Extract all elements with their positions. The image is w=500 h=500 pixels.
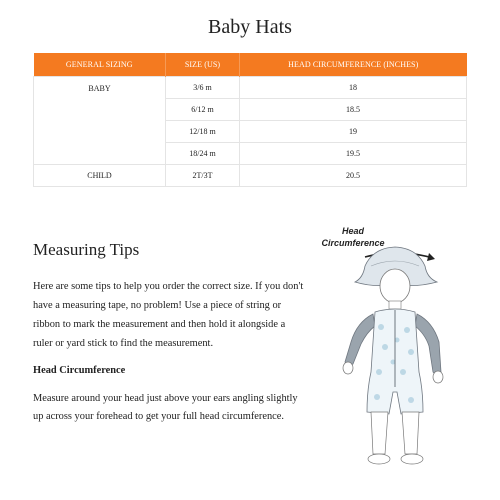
head-circumference-heading: Head Circumference xyxy=(33,365,126,376)
group-label: CHILD xyxy=(34,164,166,186)
circumference-cell: 19 xyxy=(240,120,467,142)
size-cell: 6/12 m xyxy=(166,98,240,120)
table-row xyxy=(34,164,467,186)
head-circumference-text: Measure around your head just above your ears angling slightly up across your forehead to get your full head circumference. xyxy=(33,393,298,422)
size-cell: 12/18 m xyxy=(166,120,240,142)
table-header-row xyxy=(34,53,467,76)
circumference-cell: 18 xyxy=(240,76,467,98)
size-cell: 3/6 m xyxy=(166,76,240,98)
measuring-tips-text: Here are some tips to help you order the correct size. If you don't have a measuring tape, no problem! Use a piece of string or ribbon to mark the measurement and then hold it alongside a ruler or yard stick to find the measurement. xyxy=(33,281,304,349)
head xyxy=(380,269,410,303)
left-sleeve xyxy=(345,314,375,365)
group-label: BABY xyxy=(34,76,166,164)
page-title: Baby Hats xyxy=(208,16,292,38)
table-row xyxy=(34,76,467,98)
circumference-cell: 20.5 xyxy=(240,164,467,186)
size-cell: 2T/3T xyxy=(166,164,240,186)
measuring-tips-heading: Measuring Tips xyxy=(33,240,140,259)
header-general-sizing: GENERAL SIZING xyxy=(34,53,166,76)
header-head-circumference: HEAD CIRCUMFERENCE (INCHES) xyxy=(240,53,467,76)
child-sun-hat-illustration xyxy=(315,222,455,477)
circumference-cell: 18.5 xyxy=(240,98,467,120)
size-table xyxy=(33,53,467,187)
circumference-cell: 19.5 xyxy=(240,142,467,164)
figure-label-line2: Circumference xyxy=(321,238,385,248)
size-cell: 18/24 m xyxy=(166,142,240,164)
figure-label-line1: Head xyxy=(341,226,364,236)
header-size-us: SIZE (US) xyxy=(166,53,240,76)
